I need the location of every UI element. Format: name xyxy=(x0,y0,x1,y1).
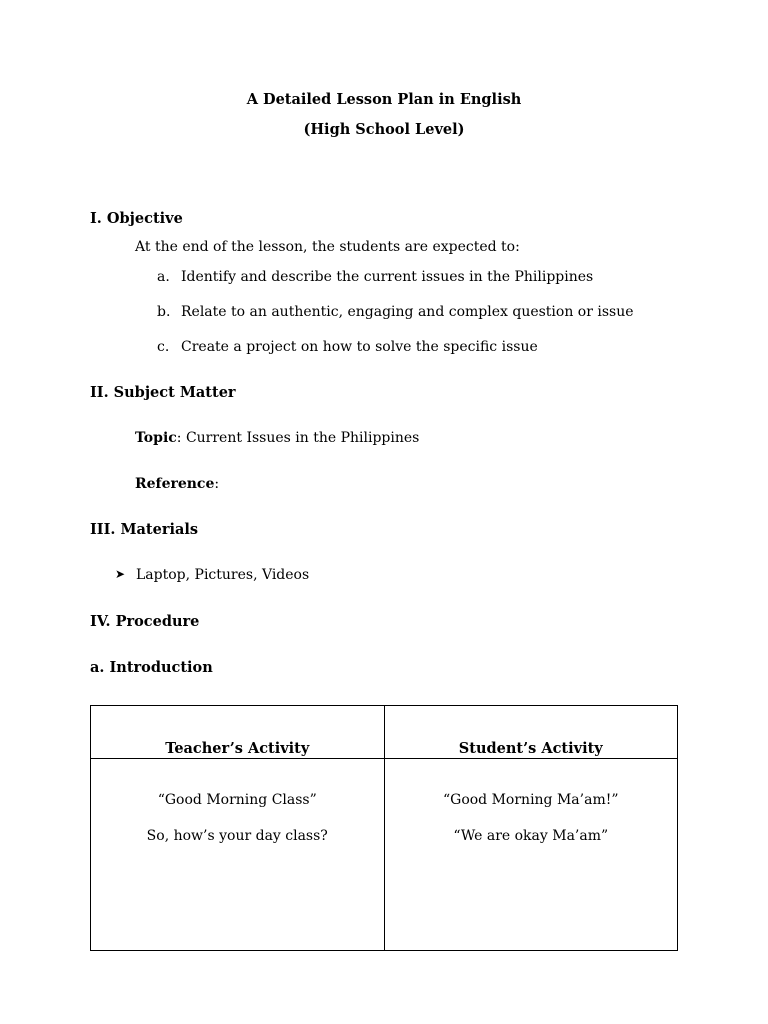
objective-item-c: Create a project on how to solve the specific issue xyxy=(181,339,538,355)
reference-value: : xyxy=(214,476,220,492)
objective-item-a-letter: a. xyxy=(157,269,170,285)
student-line: “We are okay Ma’am” xyxy=(453,828,609,844)
topic-line xyxy=(135,430,419,446)
student-line: “Good Morning Ma’am!” xyxy=(442,792,619,808)
objective-item-c-letter: c. xyxy=(157,339,170,355)
objective-item-b: Relate to an authentic, engaging and complex question or issue xyxy=(181,304,634,320)
teacher-activity-cell xyxy=(91,759,385,951)
table-row xyxy=(91,759,678,951)
materials-heading: III. Materials xyxy=(90,521,199,538)
table-header-row xyxy=(91,706,678,759)
document-title: A Detailed Lesson Plan in English xyxy=(246,91,522,108)
introduction-heading: a. Introduction xyxy=(90,659,213,676)
student-activity-header: Student’s Activity xyxy=(384,706,678,759)
document-subtitle: (High School Level) xyxy=(303,121,465,138)
subject-matter-heading: II. Subject Matter xyxy=(90,384,236,401)
teacher-line: “Good Morning Class” xyxy=(157,792,317,808)
reference-label: Reference xyxy=(135,476,215,492)
arrow-bullet-icon: ➤ xyxy=(115,567,126,581)
objective-heading: I. Objective xyxy=(90,210,183,227)
objective-item-a: Identify and describe the current issues in the Philippines xyxy=(181,269,594,285)
objective-item-b-letter: b. xyxy=(157,304,171,320)
teacher-line: So, how’s your day class? xyxy=(146,828,328,844)
activity-table xyxy=(90,705,678,951)
procedure-heading: IV. Procedure xyxy=(90,613,200,630)
objective-intro: At the end of the lesson, the students are expected to: xyxy=(135,239,520,255)
reference-line xyxy=(135,476,219,492)
topic-label: Topic xyxy=(135,430,177,446)
topic-value: : Current Issues in the Philippines xyxy=(176,430,420,446)
materials-item: Laptop, Pictures, Videos xyxy=(136,567,310,583)
student-activity-cell xyxy=(384,759,678,951)
teacher-activity-header: Teacher’s Activity xyxy=(91,706,385,759)
